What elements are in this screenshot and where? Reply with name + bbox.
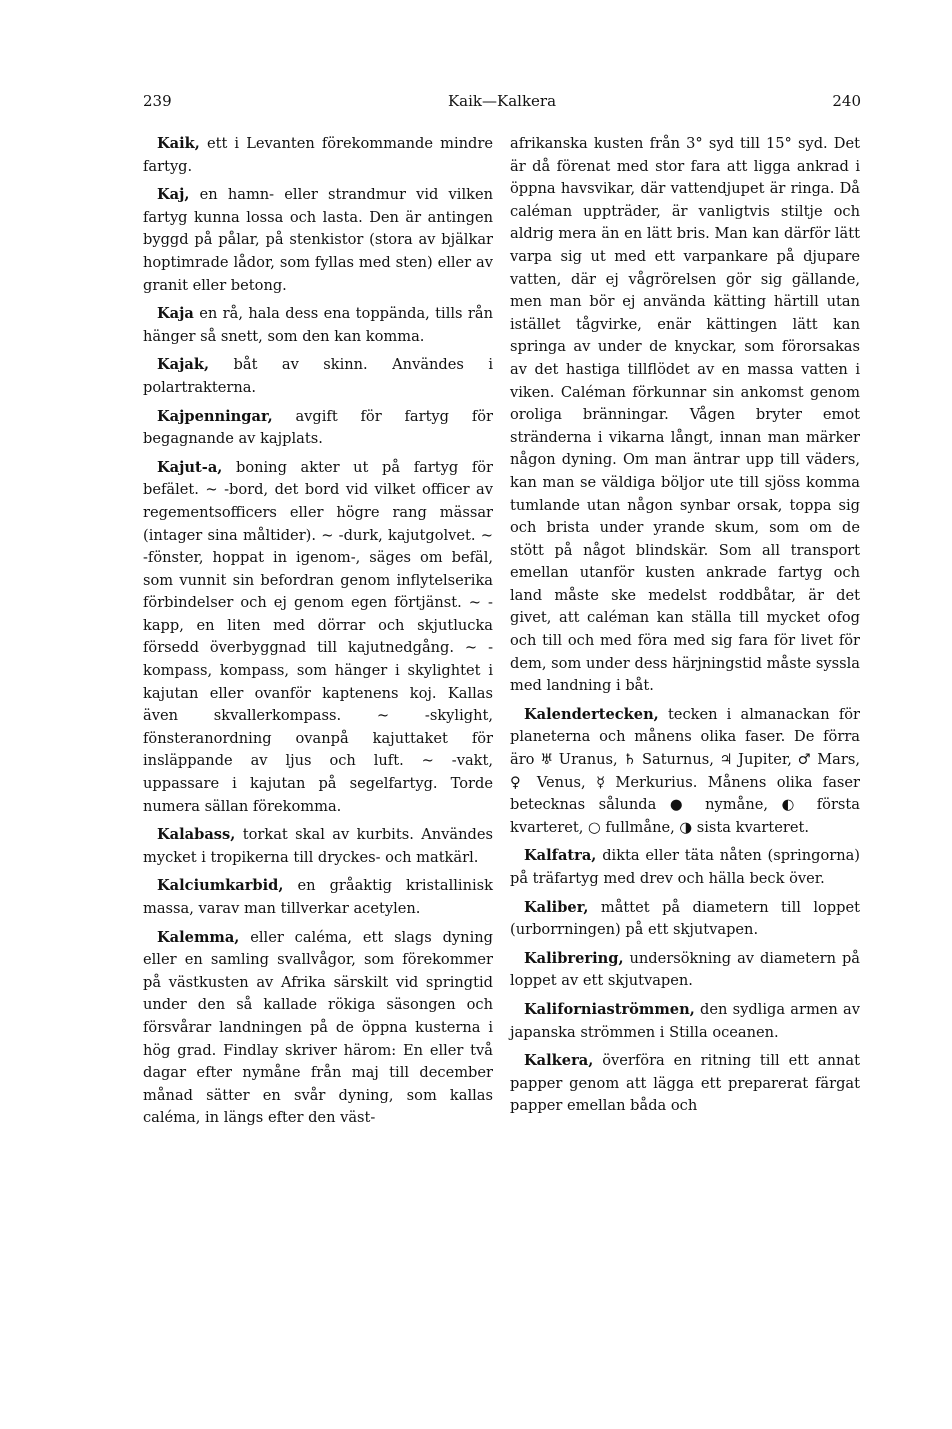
headword: Kaj, xyxy=(157,186,190,204)
definition: dikta eller täta nåten (springorna) på träfartyg med drev och hälla beck över. xyxy=(510,847,860,887)
headword: Kajpenningar, xyxy=(157,407,273,425)
definition: en hamn- eller strandmur vid vilken fartyg kunna lossa och lasta. Den är antingen byggd på pålar, på stenkistor (stora av bjälkar hoptimrade lådor, som fyllas med sten) eller av granit eller betong. xyxy=(143,186,493,294)
definition: torkat skal av kurbits. Användes mycket i tropikerna till dryckes- och matkärl. xyxy=(143,826,493,866)
headword: Kaik, xyxy=(157,135,200,152)
dictionary-entry xyxy=(143,824,493,869)
definition: båt av skinn. Användes i polartrakterna. xyxy=(143,356,493,396)
page-number-right: 240 xyxy=(832,92,861,110)
dictionary-entry xyxy=(510,704,860,840)
definition: den sydliga armen av japanska strömmen i Stilla oceanen. xyxy=(510,1000,860,1041)
dictionary-entry xyxy=(510,999,860,1044)
definition: ett i Levanten förekommande mindre fartyg. xyxy=(143,135,493,175)
dictionary-entry xyxy=(143,354,493,399)
dictionary-entry-continued xyxy=(510,133,860,698)
definition: eller caléma, ett slags dyning eller en samling svallvågor, som förekommer på västkusten av Afrika särskilt vid springtid under den så kallade rökiga säsongen och försvårar landningen på de öppna kusterna i hög grad. Findlay skriver härom: En eller två dagar efter nymåne från maj till december månad sätter en svår dyning, som kallas caléma, in längs efter den väst- xyxy=(143,928,493,1127)
dictionary-entry xyxy=(143,927,493,1130)
headword: Kaliforniaströmmen, xyxy=(524,1000,695,1018)
headword: Kajut-a, xyxy=(157,458,223,476)
headword: Kalemma, xyxy=(157,928,240,946)
dictionary-entry xyxy=(510,1050,860,1118)
definition: tecken i almanackan för planeterna och månens olika faser. De förra äro ♅ Uranus, ♄ Saturnus, ♃ Jupiter, ♂ Mars, ♀ Venus, ☿ Merkurius. Månens olika faser betecknas sålunda ● nymåne, ◐ första kvarteret, ○ fullmåne, ◑ sista kvarteret. xyxy=(510,705,860,836)
dictionary-entry xyxy=(143,406,493,451)
dictionary-entry xyxy=(143,303,493,348)
headword: Kaliber, xyxy=(524,898,589,916)
dictionary-entry xyxy=(510,845,860,890)
headword: Kalabass, xyxy=(157,826,236,844)
definition: boning akter ut på fartyg för befälet. ~ -bord, det bord vid vilket officer av regementsofficers eller högre rang mässar (intager sina måltider). ~ -durk, kajutgolvet. ~ -fönster, hoppat in igenom-, säges om befäl, som vunnit sin befordran genom inflytelserika förbindelser och ej genom egen förtjänst. ~ -kapp, en liten med dörrar och skjutlucka försedd överbyggnad till kajutnedgång. ~ -kompass, kompass, som hänger i skylightet i kajutan eller ovanför kaptenens koj. Kallas även skvallerkompass. ~ -skylight, fönsteranordning ovanpå kajuttaket för insläppande av ljus och luft. ~ -vakt, uppassare i kajutan på segelfartyg. Torde numera sällan förekomma. xyxy=(143,458,493,815)
headword: Kaja xyxy=(157,305,194,323)
headword: Kajak, xyxy=(157,356,210,374)
dictionary-entry xyxy=(143,133,493,178)
headword: Kalciumkarbid, xyxy=(157,877,284,895)
headword: Kalfatra, xyxy=(524,847,597,865)
definition: afrikanska kusten från 3° syd till 15° syd. Det är då förenat med stor fara att ligga ankrad i öppna havsvikar, där vattendjupet är ringa. Då caléman uppträder, är vanligtvis stiltje och aldrig mera än en lätt bris. Man kan därför lätt varpa sig ut med ett varpankare på djupare vatten, där ej vågrörelsen gör sig gällande, men man bör ej använda kätting härtill utan istället tågvirke, enär kättingen lätt kan springa av under de knyckar, som förorsakas av det hastiga tillflödet av en massa vatten i viken. Caléman förkunnar sin ankomst genom oroliga bränningar. Vågen bryter emot stränderna i vikarna långt, innan man märker någon dyning. Om man äntrar upp till väders, kan man se väldiga böljor ute till sjöss komma tumlande utan någon synbar orsak, toppa sig och brista under yrande skum, som om de stött på något blindskär. Som all transport emellan utanför kusten ankrade fartyg och land måste ske medelst roddbåtar, är det givet, att caléman kan ställa till mycket ofog och till och med föra med sig fara för livet för dem, som under dess härjningstid måste syssla med landning i båt. xyxy=(510,135,860,695)
headword: Kalibrering, xyxy=(524,949,624,967)
definition: undersökning av diametern på loppet av ett skjutvapen. xyxy=(510,949,860,990)
dictionary-entry xyxy=(510,948,860,993)
running-head: Kaik—Kalkera xyxy=(447,92,557,110)
headword: Kalendertecken, xyxy=(524,705,659,723)
headword: Kalkera, xyxy=(524,1052,594,1070)
definition: en rå, hala dess ena toppända, tills rån hänger så snett, som den kan komma. xyxy=(143,305,493,345)
definition: måttet på diametern till loppet (urborrningen) på ett skjutvapen. xyxy=(510,898,860,939)
right-column xyxy=(510,133,860,1124)
definition: avgift för fartyg för begagnande av kajplats. xyxy=(143,407,493,448)
dictionary-entry xyxy=(143,184,493,297)
dictionary-entry xyxy=(143,457,493,819)
definition: en gråaktig kristallinisk massa, varav man tillverkar acetylen. xyxy=(143,877,493,917)
left-column xyxy=(143,133,493,1136)
dictionary-entry xyxy=(143,875,493,920)
page-header xyxy=(143,92,861,116)
page-number-left: 239 xyxy=(143,92,172,110)
dictionary-entry xyxy=(510,897,860,942)
definition: överföra en ritning till ett annat papper genom att lägga ett preparerat färgat papper emellan båda och xyxy=(510,1052,860,1115)
